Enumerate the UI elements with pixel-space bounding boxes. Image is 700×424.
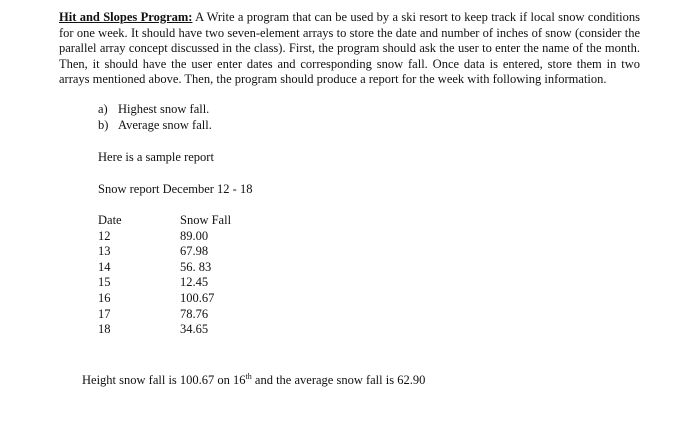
summary-after: and the average snow fall is 62.90 (251, 373, 426, 387)
sample-intro: Here is a sample report (98, 150, 214, 164)
assignment-paragraph (59, 10, 640, 88)
list-item-text: Average snow fall. (118, 118, 212, 132)
assignment-body: A Write a program that can be used by a ski resort to keep track if local snow conditions for one week. It should have two seven-element arrays to store the date and number of inches of snow (consider the parallel array concept discussed in the class). First, the program should ask the user to enter the name of the month. Then, it should have the user enter dates and corresponding snow fall. Once data is entered, store them in two arrays mentioned above. Then, the program should produce a report for the week with following information. (59, 10, 640, 86)
snowfall-cell: 67.98 (180, 244, 209, 259)
snowfall-cell: 34.65 (180, 322, 209, 337)
summary-superscript: th (245, 371, 252, 381)
snowfall-column (180, 213, 231, 338)
list-marker: a) (98, 102, 108, 116)
date-cell: 13 (98, 244, 111, 259)
snowfall-header: Snow Fall (180, 213, 232, 227)
assignment-title: Hit and Slopes Program: (59, 10, 193, 24)
summary-before: Height snow fall is 100.67 on 16 (82, 373, 246, 387)
date-cell: 16 (98, 290, 111, 305)
list-item-text: Highest snow fall. (118, 102, 210, 116)
snowfall-cell: 100.67 (180, 290, 215, 305)
date-cell: 18 (98, 322, 111, 337)
list-item (98, 117, 212, 133)
list-marker: b) (98, 118, 109, 132)
report-title: Snow report December 12 - 18 (98, 182, 253, 196)
date-cell: 15 (98, 275, 111, 290)
summary-line (82, 373, 425, 388)
snowfall-cell: 12.45 (180, 275, 209, 290)
date-cell: 17 (98, 306, 111, 321)
date-cell: 12 (98, 228, 111, 243)
requirements-list (98, 101, 212, 133)
snowfall-cell: 89.00 (180, 228, 209, 243)
snowfall-cell: 56. 83 (180, 259, 212, 274)
date-column (98, 213, 122, 338)
date-header: Date (98, 213, 122, 227)
list-item (98, 101, 212, 117)
snowfall-cell: 78.76 (180, 306, 209, 321)
date-cell: 14 (98, 259, 111, 274)
